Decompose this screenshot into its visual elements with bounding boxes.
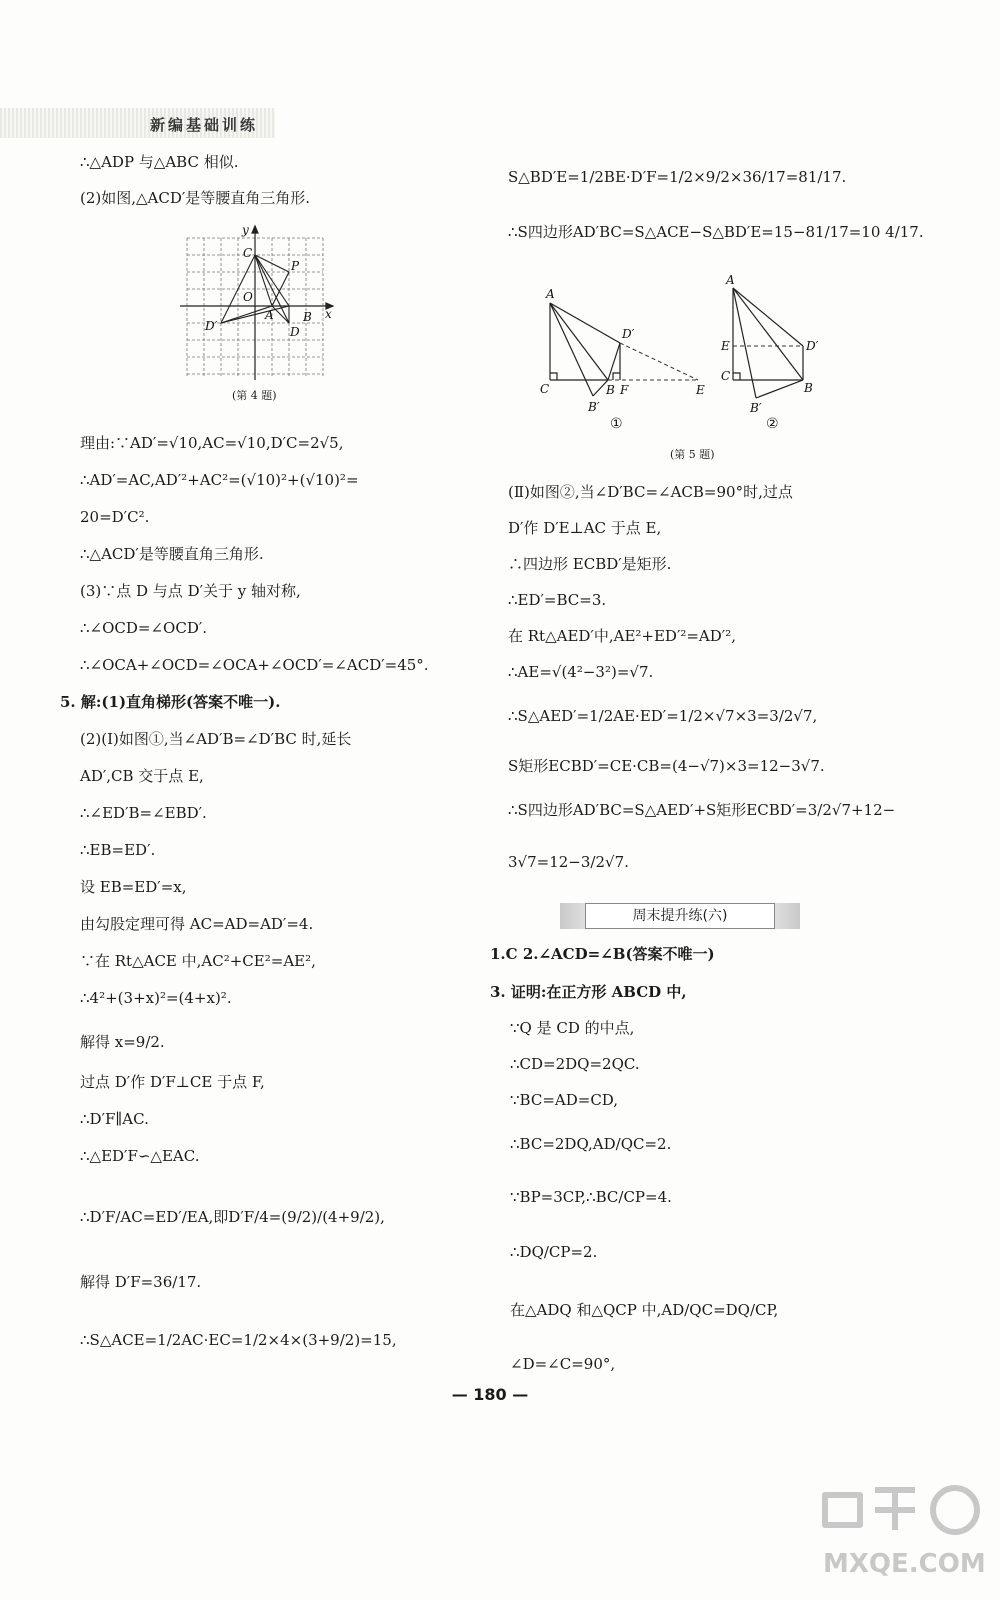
label-x: x [325,307,332,321]
text-line: 3√7=12−3/2√7. [508,853,629,871]
text-line: ∴BC=2DQ,AD/QC=2. [510,1135,672,1153]
watermark-logo [815,1480,995,1580]
label-B: B [303,310,312,324]
fig1-label-E: E [696,383,705,397]
fig1-label-A: A [546,287,555,301]
text-line: (Ⅱ)如图②,当∠D′BC=∠ACB=90°时,过点 [508,483,793,501]
text-line: ∵Q 是 CD 的中点, [510,1019,635,1037]
header-title: 新编基础训练 [150,116,259,134]
answers-1-2: 1.C 2.∠ACD=∠B(答案不唯一) [490,945,715,963]
label-C: C [243,246,253,260]
text-line: D′作 D′E⊥AC 于点 E, [508,519,662,537]
label-D-prime: D′ [205,319,218,333]
text-line: 在△ADQ 和△QCP 中,AD/QC=DQ/CP, [510,1301,779,1319]
label-O: O [243,290,253,304]
text-line: 理由:∵AD′=√10,AC=√10,D′C=2√5, [80,434,344,452]
section-title: 周末提升练(六) [585,903,775,929]
figure-5-diagrams [538,268,858,433]
text-line: 设 EB=ED′=x, [80,878,187,896]
text-line: S△BD′E=1/2BE·D′F=1/2×9/2×36/17=81/17. [508,168,847,186]
text-line: (2)(Ⅰ)如图①,当∠AD′B=∠D′BC 时,延长 [80,730,352,748]
text-line: ∴S△AED′=1/2AE·ED′=1/2×√7×3=3/2√7, [508,707,818,725]
text-line: ∴S四边形AD′BC=S△AED′+S矩形ECBD′=3/2√7+12− [508,801,896,819]
figure-4-coordinate-grid [175,218,335,408]
text-line: 20=D′C². [80,508,150,526]
page-number: — 180 — [451,1385,529,1404]
fig1-label-B-prime: B′ [588,400,600,414]
text-line: ∴DQ/CP=2. [510,1243,598,1261]
text-line: ∵BC=AD=CD, [510,1091,619,1109]
text-line: ∴S四边形AD′BC=S△ACE−S△BD′E=15−81/17=10 4/17. [508,223,924,241]
text-line: ∴△ED′F∽△EAC. [80,1147,200,1165]
fig2-label-B-prime: B′ [750,401,762,415]
fig2-label-C: C [721,369,731,383]
text-line: AD′,CB 交于点 E, [80,767,204,785]
problem-5-heading: 5. 解:(1)直角梯形(答案不唯一). [60,693,281,711]
text-line: ∴AD′=AC,AD′²+AC²=(√10)²+(√10)²= [80,471,359,489]
problem-3-heading: 3. 证明:在正方形 ABCD 中, [490,983,687,1001]
text-line: ∴D′F/AC=ED′/EA,即D′F/4=(9/2)/(4+9/2), [80,1208,385,1226]
fig2-label-B: B [804,381,813,395]
text-line: ∵在 Rt△ACE 中,AC²+CE²=AE², [80,952,316,970]
text-line: S矩形ECBD′=CE·CB=(4−√7)×3=12−3√7. [508,757,825,775]
text-line: ∵BP=3CP,∴BC/CP=4. [510,1188,672,1206]
label-D: D [290,325,300,339]
text-line: 解得 D′F=36/17. [80,1273,202,1291]
fig2-label-A: A [726,273,735,287]
text-line: ∴ED′=BC=3. [508,591,607,609]
text-line: 在 Rt△AED′中,AE²+ED′²=AD′², [508,627,736,645]
fig1-tag: ① [610,416,623,432]
watermark-text: MXQE.COM [823,1549,986,1579]
fig1-label-D-prime: D′ [622,327,635,341]
fig2-label-E: E [721,339,730,353]
label-P: P [291,259,300,273]
fig1-label-C: C [540,382,550,396]
text-line: ∴4²+(3+x)²=(4+x)². [80,989,232,1007]
text-line: ∴D′F∥AC. [80,1110,149,1128]
text-line: (2)如图,△ACD′是等腰直角三角形. [80,189,311,207]
text-line: ∴EB=ED′. [80,841,156,859]
text-line: ∴CD=2DQ=2QC. [510,1055,640,1073]
text-line: ∠D=∠C=90°, [510,1355,616,1373]
fig1-label-B: B [606,383,615,397]
text-line: ∴∠OCD=∠OCD′. [80,619,208,637]
text-line: (3)∵点 D 与点 D′关于 y 轴对称, [80,582,301,600]
text-line: 解得 x=9/2. [80,1033,165,1051]
text-line: ∴四边形 ECBD′是矩形. [508,555,672,573]
text-line: 过点 D′作 D′F⊥CE 于点 F, [80,1073,265,1091]
figure-5-caption: (第 5 题) [670,448,715,461]
fig2-label-D-prime: D′ [806,339,819,353]
text-line: ∴△ADP 与△ABC 相似. [80,153,239,171]
text-line: ∴AE=√(4²−3²)=√7. [508,663,654,681]
figure-4-caption: (第 4 题) [232,389,277,402]
text-line: ∴∠OCA+∠OCD=∠OCA+∠OCD′=∠ACD′=45°. [80,656,429,674]
text-line: 由勾股定理可得 AC=AD=AD′=4. [80,915,314,933]
text-line: ∴△ACD′是等腰直角三角形. [80,545,264,563]
text-line: ∴S△ACE=1/2AC·EC=1/2×4×(3+9/2)=15, [80,1331,397,1349]
label-y: y [242,223,249,237]
fig1-label-F: F [620,383,629,397]
text-line: ∴∠ED′B=∠EBD′. [80,804,207,822]
label-A: A [265,308,274,322]
fig2-tag: ② [766,416,779,432]
